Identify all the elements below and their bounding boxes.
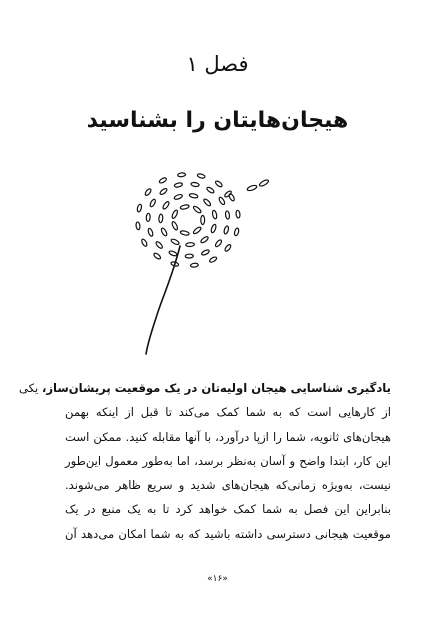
dandelion-seed	[186, 242, 195, 246]
dandelion-seed	[209, 256, 218, 263]
body-line-5: نیست، به‌ویژه زمانی‌که هیجان‌های شدید و سریع ظاهر می‌شوند.	[65, 478, 391, 493]
dandelion-seed	[146, 213, 150, 221]
dandelion-seed	[210, 224, 217, 233]
dandelion-seed	[185, 254, 193, 258]
dandelion-seed	[190, 263, 198, 268]
body-line-3: هیجان‌های ثانویه، شما را ازپا درآورد، با آنها مقابله کنید. ممکن است	[65, 429, 391, 444]
dandelion-seed	[193, 226, 202, 235]
dandelion-seed	[224, 244, 232, 252]
dandelion-seed	[147, 228, 153, 237]
dandelion-seed	[171, 209, 178, 219]
body-line-1	[18, 376, 391, 400]
dandelion-seed	[155, 241, 163, 250]
dandelion-seed	[189, 193, 198, 199]
dandelion-seed	[174, 194, 183, 201]
dandelion-seed	[236, 210, 241, 218]
chapter-title: هیجان‌هایتان را بشناسید	[86, 108, 349, 133]
chapter-label: فصل ۱	[186, 52, 249, 76]
body-line-7: موقعیت هیجانی دسترسی داشته باشید که به شما امکان می‌دهد آن	[65, 526, 391, 541]
dandelion-seed	[193, 205, 202, 214]
dandelion-seed	[171, 221, 178, 231]
dandelion-seed	[153, 252, 161, 260]
dandelion-seed	[214, 239, 222, 248]
dandelion-seed	[218, 196, 226, 205]
dandelion-seed	[180, 230, 190, 236]
page-number: «۱۶»	[207, 574, 228, 584]
body-line-2: از کارهایی است که به شما کمک می‌کند تا قبل از اینکه بهمن	[65, 405, 391, 420]
dandelion-seed	[203, 198, 212, 207]
dandelion-seed	[170, 238, 179, 245]
dandelion-seed	[149, 198, 156, 207]
dandelion-seed	[174, 182, 183, 188]
dandelion-seed	[228, 193, 235, 202]
dandelion-seed	[234, 228, 240, 237]
dandelion-seed	[177, 172, 185, 177]
lead-phrase: یادگیری شناسایی هیجان اولیه‌تان در یک موقعیت پریشان‌ساز،	[41, 381, 391, 395]
dandelion-seed	[201, 249, 210, 256]
dandelion-seed	[200, 236, 209, 244]
dandelion-seed	[136, 222, 141, 230]
dandelion-seed	[201, 216, 205, 225]
dandelion-seed	[168, 250, 177, 257]
dandelion-seed	[223, 226, 229, 235]
dandelion-seed	[159, 214, 163, 223]
dandelion-seed	[141, 238, 148, 247]
dandelion-seed	[197, 173, 206, 179]
lead-continuation: یکی	[18, 381, 42, 395]
dandelion-seed	[162, 201, 170, 210]
dandelion-seed	[180, 204, 190, 210]
body-line-6: بنابراین این فصل به شما کمک خواهد کرد تا به یک منبع در یک	[65, 502, 391, 517]
dandelion-seed	[225, 211, 230, 220]
dandelion-seed	[137, 204, 143, 213]
dandelion-seed	[159, 177, 168, 184]
body-line-4: این کار، ابتدا واضح و آسان به‌نظر برسد، اما به‌طور معمول این‌طور	[65, 453, 391, 468]
dandelion-seed	[159, 187, 168, 195]
body-paragraph	[18, 376, 391, 546]
dandelion-seed	[160, 227, 167, 236]
dandelion-seed	[191, 182, 200, 187]
dandelion-seed	[212, 210, 218, 219]
dandelion-seed	[144, 188, 152, 196]
dandelion-illustration	[120, 168, 290, 358]
dandelion-seed	[215, 180, 223, 188]
dandelion-seed	[206, 186, 215, 194]
